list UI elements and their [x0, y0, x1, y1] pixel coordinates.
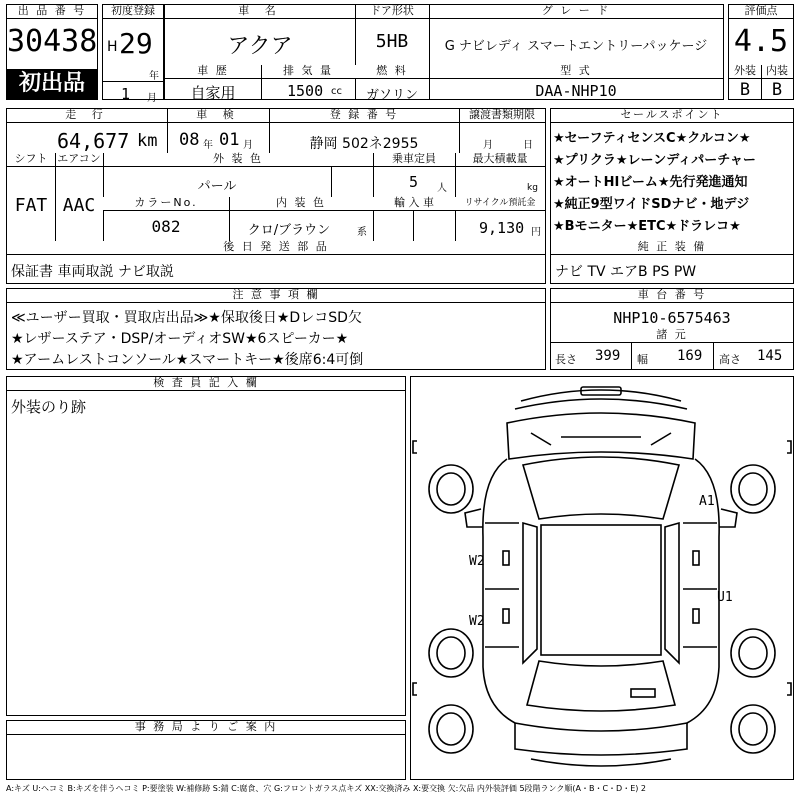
recycle: 9,130: [479, 219, 525, 237]
registration-year: 29: [119, 27, 153, 60]
width: 169: [677, 348, 703, 364]
lot-number-box: [6, 4, 98, 100]
transfer-day: 日: [523, 140, 533, 151]
height: 145: [757, 348, 783, 364]
month-unit: 月: [147, 93, 157, 104]
lot-number-label: 出 品 番 号: [7, 5, 97, 19]
door-type: 5HB: [375, 31, 409, 52]
equipment-label: 純 正 装 備: [551, 241, 793, 255]
notes-line: ★アームレストコンソール★スマートキー★後席6:4可倒: [11, 352, 364, 368]
capacity: 5: [409, 173, 419, 191]
sales-points-label: セールスポイント: [551, 109, 793, 123]
sales-line: ★プリクラ★レーンディパーチャー: [553, 153, 756, 168]
mileage-unit: km: [137, 131, 158, 151]
year-unit: 年: [149, 71, 159, 82]
ac-label: エアコン: [55, 153, 103, 167]
inspection-year-unit: 年: [203, 140, 213, 151]
inspector-box: [6, 376, 406, 716]
later-parts: 保証書 車両取説 ナビ取説: [11, 264, 174, 280]
notes-box: [6, 288, 546, 370]
color-no: 082: [151, 217, 181, 236]
inspector-text: 外装のり跡: [11, 398, 87, 416]
car-info-box: [164, 4, 724, 103]
score: 4.5: [733, 24, 789, 59]
recycle-label: リサイクル預託金: [455, 197, 545, 211]
inspection-month-unit: 月: [243, 140, 253, 151]
score-box: [728, 4, 794, 100]
fuel: ガソリン: [365, 88, 418, 103]
ext-color-label: 外 装 色: [103, 153, 373, 167]
legend: A:キズ U:ヘコミ B:キズを伴うヘコミ P:要塗装 W:補修跡 S:錆 C:腐食、穴 G:フロントガラス点キズ XX:交換済み X:要交換 欠:欠品 内外装評価 5段階ランク順(A・B・C・D・E) 2: [6, 784, 647, 793]
chassis-label: 車 台 番 号: [551, 289, 793, 303]
damage-mark-w2-left-front: W2: [469, 554, 485, 569]
capacity-label: 乗車定員: [373, 153, 455, 167]
chassis-box: [550, 288, 794, 370]
model-label: 型 式: [429, 65, 723, 79]
equipment: ナビ TV エアB PS PW: [555, 264, 697, 280]
car-diagram-box: [410, 376, 794, 780]
transfer-month: 月: [483, 140, 493, 151]
car-name-label: 車 名: [165, 5, 355, 19]
displacement: 1500: [287, 82, 324, 100]
inspector-label: 検 査 員 記 入 欄: [7, 377, 405, 391]
damage-mark-a1: A1: [699, 494, 715, 509]
recycle-unit: 円: [531, 227, 541, 238]
import-label: 輸 入 車: [373, 197, 455, 211]
mileage-label: 走 行: [7, 109, 167, 123]
first-reg-label: 初度登録: [103, 5, 163, 19]
registration-month: 1: [121, 85, 131, 103]
history-label: 車 歴: [165, 65, 261, 79]
shift-label: シフト: [7, 153, 55, 167]
color-no-label: カラーNo.: [103, 197, 229, 211]
details-box: [6, 108, 546, 284]
car-diagram: [411, 377, 793, 779]
sales-line: ★純正9型ワイドSDナビ・地デジ: [553, 197, 750, 212]
car-name: アクア: [227, 34, 293, 59]
transfer-label: 譲渡書類期限: [459, 109, 545, 123]
inspection-year: 08: [179, 130, 200, 150]
exterior-grade: B: [739, 80, 751, 100]
max-load-label: 最大積載量: [455, 153, 545, 167]
capacity-unit: 人: [437, 183, 447, 194]
mileage: 64,677: [57, 129, 130, 153]
int-color-suffix: 系: [357, 227, 367, 238]
first-listing-badge: 初出品: [7, 69, 97, 99]
chassis-number: NHP10-6575463: [613, 309, 731, 327]
max-load-unit: kg: [527, 183, 538, 193]
ac: AAC: [62, 195, 96, 216]
interior-label: 内装: [761, 65, 793, 79]
plate: 静岡 502ネ2955: [309, 136, 419, 152]
notes-line: ≪ユーザー買取・買取店出品≫★保取後日★DレコSD欠: [11, 310, 362, 326]
later-parts-label: 後 日 発 送 部 品: [7, 241, 545, 255]
damage-mark-w2-left-rear: W2: [469, 614, 485, 629]
grade: G ナビレディ スマートエントリーパッケージ: [444, 39, 708, 54]
length: 399: [595, 348, 621, 364]
era: H: [107, 39, 118, 55]
width-label: 幅: [637, 353, 648, 366]
exterior-label: 外装: [729, 65, 761, 79]
door-label: ドア形状: [355, 5, 429, 19]
office-box: [6, 720, 406, 780]
sales-points-box: [550, 108, 794, 284]
inspection-month: 01: [219, 130, 240, 150]
lot-number: 30438: [7, 24, 98, 59]
score-label: 評価点: [729, 5, 793, 19]
office-label: 事 務 局 よ り ご 案 内: [7, 721, 405, 735]
int-color: クロ/ブラウン: [247, 223, 331, 238]
sales-line: ★Bモニター★ETC★ドラレコ★: [553, 219, 741, 234]
interior-grade: B: [771, 80, 783, 100]
notes-label: 注 意 事 項 欄: [7, 289, 545, 303]
length-label: 長さ: [555, 353, 577, 366]
dimensions-label: 諸 元: [551, 329, 793, 343]
model: DAA-NHP10: [535, 82, 617, 100]
grade-label: グ レ ー ド: [429, 5, 723, 19]
plate-label: 登 録 番 号: [269, 109, 459, 123]
displacement-label: 排 気 量: [261, 65, 355, 79]
damage-mark-u1: U1: [717, 590, 733, 605]
first-registration-box: [102, 4, 164, 104]
height-label: 高さ: [719, 353, 741, 366]
sales-line: ★オートHIビーム★先行発進通知: [553, 175, 748, 190]
shift: FAT: [14, 195, 48, 216]
int-color-label: 内 装 色: [229, 197, 373, 211]
displacement-unit: cc: [331, 86, 342, 97]
notes-line: ★レザーステア・DSP/オーディオSW★6スピーカー★: [11, 331, 349, 347]
inspection-label: 車 検: [167, 109, 269, 123]
fuel-label: 燃 料: [355, 65, 429, 79]
ext-color: パール: [197, 179, 237, 194]
sales-line: ★セーフティセンスC★クルコン★: [553, 131, 751, 146]
history: 自家用: [190, 84, 236, 102]
